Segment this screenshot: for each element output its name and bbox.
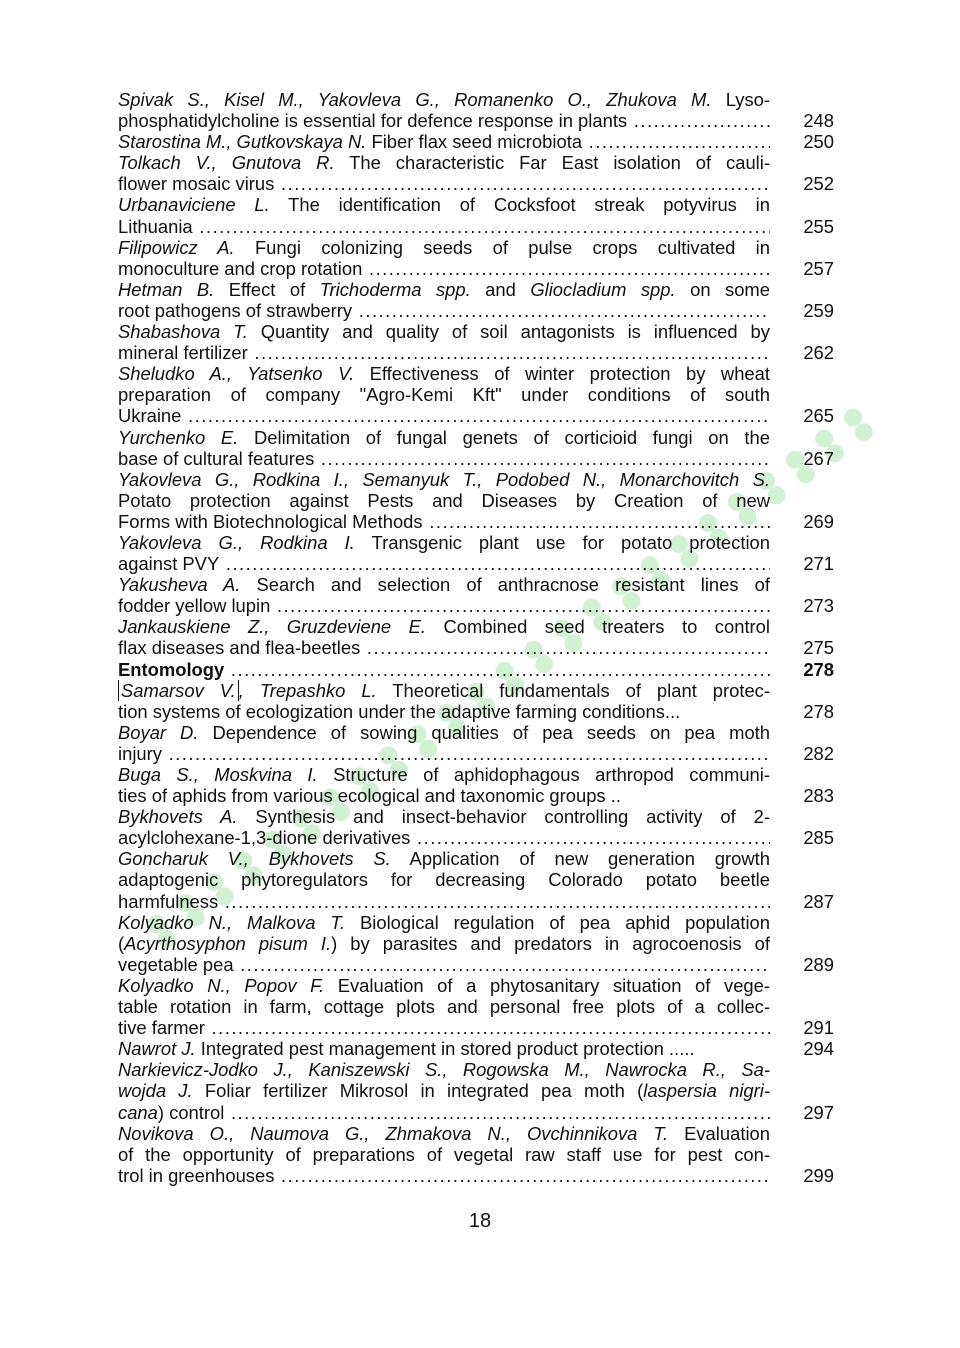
toc-line — [118, 743, 834, 764]
toc-entry — [118, 89, 834, 131]
title-text: ( — [118, 932, 125, 954]
toc-line — [118, 1144, 834, 1165]
toc-line — [118, 342, 834, 363]
author-names: Samarsov V. — [118, 680, 239, 701]
author-names: Bykhovets A. — [118, 806, 238, 828]
toc-line-text — [118, 532, 770, 553]
toc-page-number: 255 — [803, 215, 834, 237]
title-text: base of cultural features — [118, 447, 315, 469]
toc-line-text — [118, 258, 770, 279]
toc-page-number: 262 — [803, 342, 834, 364]
toc-page-number: 273 — [803, 595, 834, 617]
title-text: Fiber flax seed microbiota — [366, 131, 583, 153]
toc-line — [118, 954, 834, 975]
toc-line — [118, 869, 834, 890]
toc-page-number: 287 — [803, 890, 834, 912]
toc-line-text — [118, 869, 770, 890]
author-names: Kolyadko N., Popov F. — [118, 974, 325, 996]
toc-line-text — [118, 173, 770, 194]
author-names: Boyar D. — [118, 721, 199, 743]
toc-entry — [118, 1059, 834, 1122]
title-text: Integrated pest management in stored product protection ..... — [195, 1038, 695, 1060]
toc-line-text — [118, 659, 770, 680]
title-text: Forms with Biotechnological Methods — [118, 510, 423, 532]
toc-line-text — [118, 996, 770, 1017]
author-names: , Trepashko L. — [238, 679, 377, 701]
toc-line-text — [118, 933, 770, 954]
author-names: Yurchenko E. — [118, 426, 239, 448]
toc-entry — [118, 975, 834, 1038]
author-names: Goncharuk V., Bykhovets S. — [118, 848, 391, 870]
toc-line — [118, 785, 834, 806]
toc-line — [118, 405, 834, 426]
author-names: Tolkach V., Gnutova R. — [118, 152, 335, 174]
toc-line-text — [118, 1080, 770, 1101]
section-heading — [118, 659, 834, 680]
author-names: Sheludko A., Yatsenko V. — [118, 363, 355, 385]
title-text: fodder yellow lupin — [118, 595, 271, 617]
toc-line-text — [118, 321, 770, 342]
author-names: Novikova O., Naumova G., Zhmakova N., Ovchinnikova T. — [118, 1122, 669, 1144]
toc-line — [118, 152, 834, 173]
toc-line — [118, 912, 834, 933]
title-text: tion systems of ecologization under the adaptive farming conditions... — [118, 700, 681, 722]
toc-entry — [118, 321, 834, 363]
toc-line-text — [118, 448, 770, 469]
toc-line — [118, 321, 834, 342]
author-names: wojda J. — [118, 1080, 193, 1102]
toc-line — [118, 363, 834, 384]
toc-line-text — [118, 216, 770, 237]
toc-line — [118, 680, 834, 701]
toc-page-number: 271 — [803, 553, 834, 575]
title-text: Foliar fertilizer Mikrosol in integrated pea moth ( — [192, 1080, 644, 1102]
toc-line-text — [118, 975, 770, 996]
toc-line — [118, 975, 834, 996]
title-text: The characteristic Far East isolation of cauli- — [334, 152, 770, 174]
toc-line — [118, 701, 834, 722]
title-text: table rotation in farm, cottage plots and personal free plots of a collec- — [118, 996, 770, 1018]
toc-line-text — [118, 1102, 770, 1123]
toc-line-text — [118, 511, 770, 532]
toc-line — [118, 448, 834, 469]
toc-page-number: 265 — [803, 405, 834, 427]
toc-entry — [118, 722, 834, 764]
toc-line — [118, 469, 834, 490]
toc-line — [118, 237, 834, 258]
toc-line — [118, 1017, 834, 1038]
title-text: Delimitation of fungal genets of corticioid fungi on the — [238, 426, 770, 448]
toc-line-text — [118, 764, 770, 785]
toc-line-text — [118, 131, 770, 152]
toc-line-text — [118, 152, 770, 173]
title-text: Structure of aphidophagous arthropod communi- — [317, 764, 770, 785]
table-of-contents — [118, 89, 834, 1186]
toc-line-text — [118, 110, 770, 131]
author-names: Starostina M., Gutkovskaya N. — [118, 131, 367, 153]
toc-entry — [118, 363, 834, 426]
toc-line — [118, 1059, 834, 1080]
toc-line-text — [118, 827, 770, 848]
title-text: tive farmer — [118, 1017, 205, 1039]
title-text: Theoretical fundamentals of plant protec- — [376, 679, 770, 701]
toc-line-text — [118, 1038, 770, 1059]
author-names: Narkievicz-Jodko J., Kaniszewski S., Rogowska M., Nawrocka R., Sa- — [118, 1059, 770, 1081]
toc-line-text — [118, 279, 770, 300]
title-text: flax diseases and flea-beetles — [118, 637, 361, 659]
title-text: adaptogenic phytoregulators for decreasing Colorado potato beetle — [118, 869, 770, 891]
title-text: Effectiveness of winter protection by wheat — [354, 363, 770, 385]
toc-entry — [118, 764, 834, 806]
toc-line — [118, 173, 834, 194]
toc-entry — [118, 848, 834, 911]
toc-entry — [118, 131, 834, 152]
title-text: vegetable pea — [118, 953, 234, 975]
title-text: acylclohexane-1,3-dione derivatives — [118, 827, 411, 849]
toc-line — [118, 1080, 834, 1101]
toc-line-text — [118, 490, 770, 511]
toc-line-text — [118, 469, 770, 490]
toc-line — [118, 1165, 834, 1186]
title-text: Search and selection of anthracnose resistant lines of — [240, 574, 770, 596]
toc-page-number: 278 — [803, 700, 834, 722]
toc-page-number: 248 — [803, 110, 834, 132]
title-text: injury — [118, 742, 162, 764]
toc-line-text — [118, 954, 770, 975]
toc-line — [118, 490, 834, 511]
toc-line-text — [118, 553, 770, 574]
toc-line-text — [118, 1144, 770, 1165]
toc-entry — [118, 279, 834, 321]
toc-line — [118, 574, 834, 595]
toc-line — [118, 891, 834, 912]
toc-line — [118, 827, 834, 848]
title-text: Fungi colonizing seeds of pulse crops cultivated in — [234, 236, 770, 258]
toc-line-text — [118, 912, 770, 933]
toc-page-number: 252 — [803, 173, 834, 195]
toc-page-number: 299 — [803, 1164, 834, 1186]
title-text: Lyso- — [711, 89, 770, 110]
toc-line — [118, 279, 834, 300]
title-text: Evaluation of a phytosanitary situation of vege- — [324, 974, 770, 996]
toc-line-text — [118, 722, 770, 743]
author-names: Urbanaviciene L. — [118, 194, 270, 216]
toc-entry — [118, 680, 834, 722]
author-names: Yakovleva G., Rodkina I., Semanyuk T., Podobed N., Monarchovitch S. — [118, 468, 770, 490]
toc-line — [118, 89, 834, 110]
title-text: harmfulness — [118, 890, 219, 912]
toc-line-text — [118, 1123, 770, 1144]
title-text: ties of aphids from various ecological and taxonomic groups .. — [118, 785, 621, 807]
toc-line-text — [118, 194, 770, 215]
title-text: root pathogens of strawberry — [118, 299, 353, 321]
toc-line — [118, 216, 834, 237]
toc-entry — [118, 469, 834, 532]
toc-entry — [118, 152, 834, 194]
toc-entry — [118, 616, 834, 658]
toc-page-number: 282 — [803, 742, 834, 764]
title-text: Evaluation — [668, 1122, 770, 1144]
toc-line — [118, 258, 834, 279]
toc-line-text — [118, 806, 770, 827]
toc-entry — [118, 194, 834, 236]
author-names: Kolyadko N., Malkova T. — [118, 911, 346, 933]
title-text: flower mosaic virus — [118, 173, 275, 195]
toc-entry — [118, 806, 834, 848]
toc-page-number: 257 — [803, 257, 834, 279]
toc-line — [118, 1038, 834, 1059]
toc-line-text — [118, 1017, 770, 1038]
toc-page-number: 250 — [803, 131, 834, 153]
toc-line — [118, 616, 834, 637]
title-text: monoculture and crop rotation — [118, 257, 363, 279]
toc-line — [118, 722, 834, 743]
page-number: 18 — [468, 1210, 492, 1232]
toc-page-number: 291 — [803, 1017, 834, 1039]
title-text: Transgenic plant use for potato protection — [354, 531, 770, 553]
title-text: Application of new generation growth — [390, 848, 770, 870]
toc-line — [118, 532, 834, 553]
toc-line — [118, 848, 834, 869]
toc-line — [118, 1102, 834, 1123]
title-text: The identification of Cocksfoot streak potyvirus in — [269, 194, 770, 216]
title-text: Potato protection against Pests and Diseases by Creation of new — [118, 489, 770, 511]
toc-line-text — [118, 616, 770, 637]
toc-page-number: 267 — [803, 447, 834, 469]
title-text: preparation of company "Agro-Kemi Kft" under conditions of south — [118, 384, 770, 406]
toc-line-text — [118, 89, 770, 110]
toc-line-text — [118, 743, 770, 764]
toc-line — [118, 933, 834, 954]
toc-page-number: 289 — [803, 953, 834, 975]
toc-entry — [118, 1038, 834, 1059]
author-names: Jankauskiene Z., Gruzdeviene E. — [118, 616, 427, 638]
toc-line — [118, 659, 834, 680]
title-text: and — [470, 278, 531, 300]
toc-line-text — [118, 637, 770, 658]
toc-line — [118, 996, 834, 1017]
toc-line — [118, 300, 834, 321]
toc-line — [118, 637, 834, 658]
toc-entry — [118, 574, 834, 616]
toc-line — [118, 806, 834, 827]
title-text: Ukraine — [118, 405, 182, 427]
toc-line-text — [118, 1059, 770, 1080]
toc-page-number: 275 — [803, 637, 834, 659]
title-text: Entomology — [118, 658, 225, 680]
toc-line-text — [118, 237, 770, 258]
title-text: Synthesis and insect-behavior controlling activity of 2- — [237, 806, 770, 828]
title-text: of the opportunity of preparations of vegetal raw staff use for pest con- — [118, 1143, 770, 1165]
title-text: mineral fertilizer — [118, 342, 248, 364]
author-names: Trichoderma spp. — [319, 278, 471, 300]
toc-line — [118, 1123, 834, 1144]
title-text: Lithuania — [118, 215, 193, 237]
toc-line-text — [118, 595, 770, 616]
author-names: Yakovleva G., Rodkina I. — [118, 531, 355, 553]
toc-page-number: 297 — [803, 1101, 834, 1123]
title-text: Combined seed treaters to control — [426, 616, 770, 638]
toc-line-text — [118, 384, 770, 405]
toc-page-number: 278 — [803, 658, 834, 680]
title-text: Biological regulation of pea aphid population — [345, 911, 770, 933]
toc-page-number: 283 — [803, 785, 834, 807]
toc-line — [118, 595, 834, 616]
author-names: Shabashova T. — [118, 321, 248, 343]
toc-line-text — [118, 300, 770, 321]
toc-line — [118, 131, 834, 152]
toc-page-number: 259 — [803, 299, 834, 321]
toc-line-text — [118, 574, 770, 595]
toc-entry — [118, 912, 834, 975]
toc-entry — [118, 532, 834, 574]
toc-line — [118, 194, 834, 215]
toc-line — [118, 511, 834, 532]
author-names: Gliocladium spp. — [530, 278, 676, 300]
toc-line-text — [118, 427, 770, 448]
toc-line-text — [118, 680, 770, 701]
title-text: Dependence of sowing qualities of pea seeds on pea moth — [198, 721, 770, 743]
author-names: cana — [118, 1101, 158, 1123]
toc-entry — [118, 427, 834, 469]
toc-page-number: 294 — [803, 1038, 834, 1060]
author-names: Buga S., Moskvina I. — [118, 764, 318, 785]
author-names: laspersia nigri- — [643, 1080, 770, 1102]
toc-line — [118, 384, 834, 405]
toc-line — [118, 110, 834, 131]
toc-line-text — [118, 363, 770, 384]
toc-page-number: 285 — [803, 827, 834, 849]
toc-line — [118, 427, 834, 448]
toc-line — [118, 764, 834, 785]
title-text: trol in greenhouses — [118, 1164, 275, 1186]
author-names: Filipowicz A. — [118, 236, 235, 258]
title-text: Effect of — [214, 278, 320, 300]
toc-line-text — [118, 891, 770, 912]
title-text: Quantity and quality of soil antagonists is influenced by — [247, 321, 770, 343]
author-names: Hetman B. — [118, 278, 215, 300]
author-names: Acyrthosyphon pisum I. — [124, 932, 332, 954]
author-names: Spivak S., Kisel M., Yakovleva G., Romanenko O., Zhukova M. — [118, 89, 712, 110]
title-text: on some — [675, 278, 770, 300]
toc-page-number: 269 — [803, 510, 834, 532]
toc-line-text — [118, 701, 770, 722]
author-names: Yakusheva A. — [118, 574, 241, 596]
toc-line-text — [118, 342, 770, 363]
toc-line-text — [118, 1165, 770, 1186]
toc-line-text — [118, 848, 770, 869]
title-text: ) control — [157, 1101, 225, 1123]
toc-line — [118, 553, 834, 574]
author-names: Nawrot J. — [118, 1038, 196, 1060]
toc-entry — [118, 1123, 834, 1186]
title-text: against PVY — [118, 553, 220, 575]
toc-line-text — [118, 785, 770, 806]
title-text: phosphatidylcholine is essential for defence response in plants — [118, 110, 628, 132]
toc-line-text — [118, 405, 770, 426]
toc-entry — [118, 237, 834, 279]
title-text: ) by parasites and predators in agrocoenosis of — [331, 932, 770, 954]
